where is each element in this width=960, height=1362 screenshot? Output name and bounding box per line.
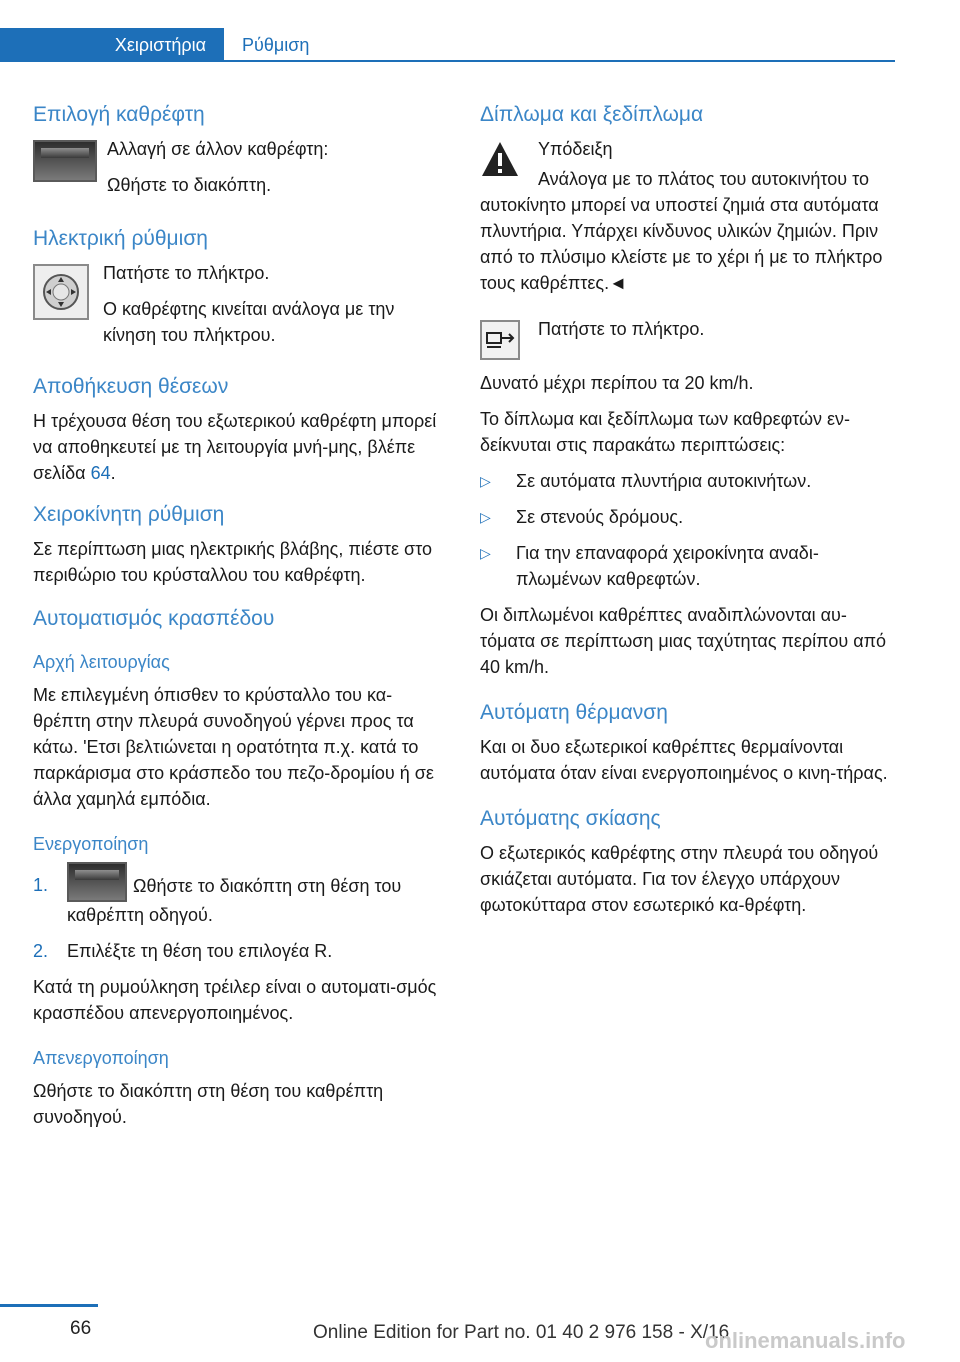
trailer-note: Κατά τη ρυμούλκηση τρέιλερ είναι ο αυτοματι-σμός κρασπέδου απενεργοποιημένος. (33, 977, 437, 1023)
mirror-select-row (33, 136, 448, 208)
auto-dimming-heading: Αυτόματης σκίασης (480, 807, 661, 830)
step-1 (33, 872, 448, 928)
manual-adjust-text: Σε περίπτωση μιας ηλεκτρικής βλάβης, πιέστε στο περιθώριο του κρύσταλλου του καθρέφτη. (33, 539, 432, 585)
electric-adjust-text-1: Πατήστε το πλήκτρο. (103, 263, 270, 283)
principle-heading: Αρχή λειτουργίας (33, 652, 170, 672)
left-column (33, 100, 448, 1140)
electric-adjust-text-2: Ο καθρέφτης κινείται ανάλογα με την κίνηση του πλήκτρου. (103, 299, 395, 345)
right-column (480, 100, 895, 928)
store-positions-text (33, 408, 448, 486)
electric-adjust-heading: Ηλεκτρική ρύθμιση (33, 227, 208, 250)
page-header (0, 0, 960, 62)
step-2-number: 2. (33, 941, 49, 961)
deactivation-heading: Απενεργοποίηση (33, 1048, 169, 1068)
fold-press-text: Πατήστε το πλήκτρο. (538, 319, 705, 339)
principle-text: Με επιλεγμένη όπισθεν το κρύσταλλο του κα-θρέπτη στην πλευρά συνοδηγού γέρνει προς τα κάτω. 'Ετσι βελτιώνεται η ορατότητα π.χ. κατά το παρκάρισμα στο κράσπεδο του πεζο-δρομίου ή σε άλλα χαμηλά εμπόδια. (33, 685, 434, 809)
fold-text: Το δίπλωμα και ξεδίπλωμα των καθρεφτών εν-δείκνυται στις παρακάτω περιπτώσεις: (480, 409, 851, 455)
note-title: Υπόδειξη (538, 139, 613, 159)
step-2 (33, 938, 448, 964)
mirror-fold-button-icon (480, 320, 520, 360)
fold-list (480, 468, 895, 592)
mirror-adjust-pad-icon (33, 264, 89, 320)
electric-adjust-row (33, 260, 448, 358)
bullet-icon: ▷ (480, 509, 491, 525)
bullet-icon: ▷ (480, 473, 491, 489)
tab-settings[interactable] (224, 28, 309, 62)
mirror-select-text-1: Αλλαγή σε άλλον καθρέφτη: (107, 139, 329, 159)
page-number: 66 (70, 1318, 92, 1339)
watermark: onlinemanuals.info (705, 1328, 906, 1353)
manual-adjust-heading: Χειροκίνητη ρύθμιση (33, 503, 225, 526)
store-positions-body: Η τρέχουσα θέση του εξωτερικού καθρέφτη μπορεί να αποθηκευτεί με τη λειτουργία μνή-μης, βλέπε σελίδα (33, 411, 437, 483)
bullet-icon: ▷ (480, 545, 491, 561)
fold-button-row (480, 316, 895, 360)
fold-heading: Δίπλωμα και ξεδίπλωμα (480, 103, 704, 126)
auto-dimming-text: Ο εξωτερικός καθρέφτης στην πλευρά του οδηγού σκιάζεται αυτόματα. Για τον έλεγχο υπάρχουν φωτοκύτταρα στον εσωτερικό κα-θρέφτη. (480, 843, 879, 915)
mirror-switch-icon (33, 140, 97, 182)
page-link[interactable]: 64 (90, 463, 111, 483)
warning-note (480, 136, 895, 296)
mirror-select-heading: Επιλογή καθρέφτη (33, 103, 205, 126)
step-1-number: 1. (33, 875, 49, 895)
list-item-text: Για την επαναφορά χειροκίνητα αναδι-πλωμένων καθρεφτών. (516, 543, 819, 589)
list-item (480, 540, 895, 592)
edition-text: Online Edition for Part no. 01 40 2 976 158 - X/16 (313, 1322, 730, 1343)
store-positions-tail: . (110, 463, 116, 483)
auto-unfold-text: Οι διπλωμένοι καθρέπτες αναδιπλώνονται αυ-τόματα σε περίπτωση μιας ταχύτητας περίπου από 40 km/h. (480, 605, 887, 677)
tab-controls[interactable] (0, 28, 224, 62)
list-item-text: Σε αυτόματα πλυντήρια αυτοκινήτων. (516, 471, 812, 491)
speed-text: Δυνατό μέχρι περίπου τα 20 km/h. (480, 373, 754, 393)
deactivation-text: Ωθήστε το διακόπτη στη θέση του καθρέπτη συνοδηγού. (33, 1081, 384, 1127)
list-item (480, 468, 895, 494)
curb-automatic-heading: Αυτοματισμός κρασπέδου (33, 607, 275, 630)
list-item (480, 504, 895, 530)
tab-controls-label: Χειριστήρια (114, 34, 206, 55)
step-1-text (67, 872, 448, 928)
warning-icon (480, 140, 520, 180)
note-text: Ανάλογα με το πλάτος του αυτοκινήτου το αυτοκίνητο μπορεί να υποστεί ζημιά στα αυτόματα πλυντήρια. Υπάρχει κίνδυνος υλικών ζημιών. Πριν από το πλύσιμο κλείστε με το χέρι ή με το πλήκτρο τους καθρέπτες.◄ (480, 169, 883, 293)
mirror-select-text-2: Ωθήστε το διακόπτη. (107, 175, 272, 195)
header-divider (224, 60, 895, 62)
step-2-label: Επιλέξτε τη θέση του επιλογέα R. (67, 941, 333, 961)
activation-heading: Ενεργοποίηση (33, 834, 149, 854)
list-item-text: Σε στενούς δρόμους. (516, 507, 684, 527)
footer-accent (0, 1304, 98, 1307)
auto-heating-text: Και οι δυο εξωτερικοί καθρέπτες θερμαίνονται αυτόματα όταν είναι ενεργοποιημένος ο κινη-τήρας. (480, 737, 888, 783)
tab-settings-label: Ρύθμιση (242, 34, 310, 55)
mirror-switch-icon (67, 862, 127, 902)
auto-heating-heading: Αυτόματη θέρμανση (480, 701, 668, 724)
store-positions-heading: Αποθήκευση θέσεων (33, 375, 229, 398)
step-1-label: Ωθήστε το διακόπτη στη θέση του καθρέπτη οδηγού. (67, 875, 402, 925)
